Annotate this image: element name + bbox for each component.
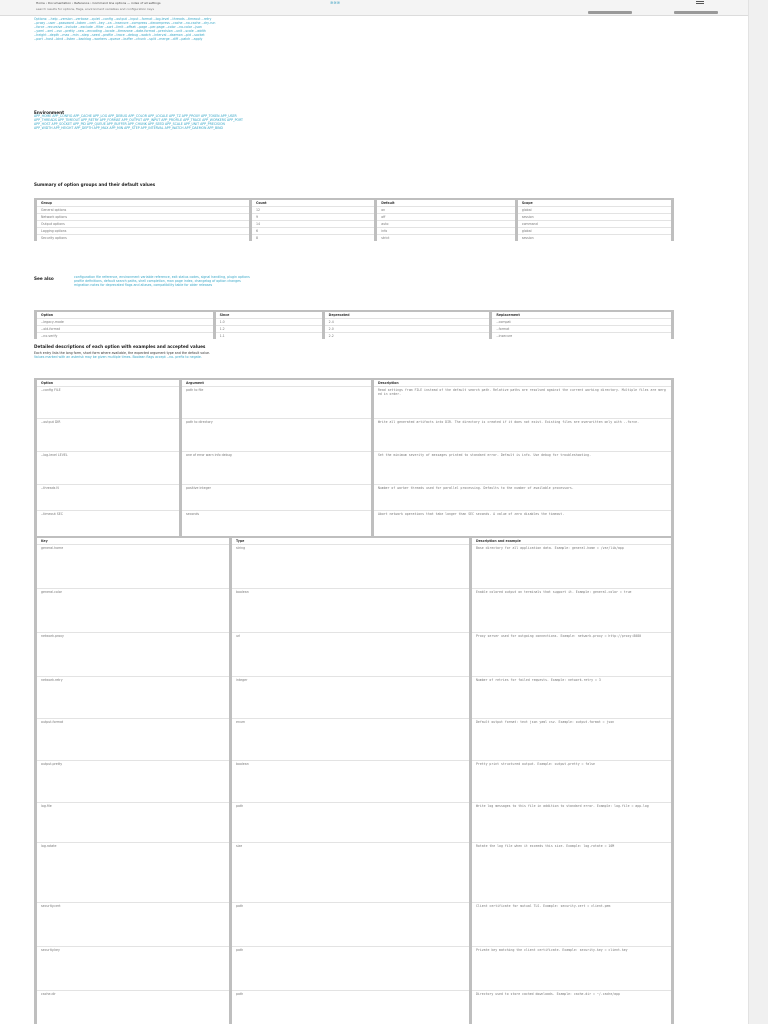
cell: --log-level LEVEL [36, 452, 181, 485]
cell: 14 [250, 221, 375, 228]
cell: off [376, 214, 517, 221]
cell: Base directory for all application data. Example: general.home = /var/lib/app [471, 545, 673, 589]
table-row [36, 677, 673, 719]
summary-header-count: Count [250, 199, 375, 207]
cell: on [376, 207, 517, 214]
table-row [36, 761, 673, 803]
table-row [36, 207, 673, 214]
options-line-5[interactable]: --height --depth --max --min --step --seed --profile --trace --debug --watch --interval --daemon --pid --socket [34, 32, 205, 37]
cell: Write all generated artifacts into DIR. The directory is created if it does not exist. Existing files are overwritten only with --force. [373, 419, 673, 452]
table-row [36, 235, 673, 242]
table-row [36, 843, 673, 903]
detail-header-description: Description [373, 379, 673, 387]
cell: cache.dir [36, 991, 231, 1024]
cell: path [231, 903, 471, 947]
table-row [36, 319, 673, 326]
top-bar [0, 0, 748, 16]
cell: boolean [231, 761, 471, 803]
cell: security.cert [36, 903, 231, 947]
env-line-3[interactable]: APP_HOST APP_SOCKET APP_PID APP_QUEUE APP_BUFFER APP_CHUNK APP_SEED APP_SCALE APP_UNIT APP_PRECISION [34, 121, 225, 126]
cell: command [516, 221, 672, 228]
compat-header-option: Option [36, 311, 215, 319]
cell: General options [36, 207, 251, 214]
cell: session [516, 214, 672, 221]
cell: --no-verify [36, 333, 215, 340]
table-row [36, 228, 673, 235]
cell: Enable colored output on terminals that support it. Example: general.color = true [471, 589, 673, 633]
cell: --old-format [36, 326, 215, 333]
cell: --compat [491, 319, 673, 326]
cell: --threads N [36, 485, 181, 511]
options-line-2[interactable]: --proxy --user --password --token --cert --key --ca --insecure --compress --decompress --cache --no-cache --dry-run [34, 20, 216, 25]
nav-pill-left[interactable] [588, 11, 632, 14]
summary-header-scope: Scope [516, 199, 672, 207]
cell: Directory used to store cached downloads. Example: cache.dir = ~/.cache/app [471, 991, 673, 1024]
cell: 2.0 [323, 326, 491, 333]
summary-table [34, 198, 674, 241]
cell: 2.2 [323, 333, 491, 340]
cell: Security options [36, 235, 251, 242]
cell: --config FILE [36, 387, 181, 419]
detail-header-argument: Argument [181, 379, 373, 387]
see-also-line-3[interactable]: migration notes for deprecated flags and aliases, compatibility table for older releases [74, 282, 213, 287]
table-row [36, 333, 673, 340]
environment-index [34, 110, 674, 131]
summary-header-default: Default [376, 199, 517, 207]
compat-header-deprecated: Deprecated [323, 311, 491, 319]
cell: Read settings from FILE instead of the default search path. Relative paths are resolved against the current working directory. Multiple files are merged in order. [373, 387, 673, 419]
cell: info [376, 228, 517, 235]
reference-header-key: Key [36, 537, 231, 545]
cell: 1.2 [214, 326, 323, 333]
cell: output.pretty [36, 761, 231, 803]
cell: seconds [181, 511, 373, 537]
detail-table [34, 378, 674, 537]
see-also-line-2[interactable]: profile definitions, default search paths, shell completion, man page index, changelog of option changes [74, 278, 241, 283]
cell: 2.4 [323, 319, 491, 326]
table-row [36, 387, 673, 419]
cell: Number of retries for failed requests. Example: network.retry = 3 [471, 677, 673, 719]
cell: 6 [250, 228, 375, 235]
hamburger-icon[interactable] [696, 1, 704, 4]
cell: one of error warn info debug [181, 452, 373, 485]
cell: network.proxy [36, 633, 231, 677]
reference-table [34, 536, 674, 1024]
summary-header-group: Group [36, 199, 251, 207]
cell: security.key [36, 947, 231, 991]
reference-header-description: Description and example [471, 537, 673, 545]
cell: path [231, 991, 471, 1024]
table-row [36, 633, 673, 677]
scrollbar[interactable] [748, 0, 768, 1024]
cell: network.retry [36, 677, 231, 719]
cell: Client certificate for mutual TLS. Example: security.cert = client.pem [471, 903, 673, 947]
notes-line-2[interactable]: Values marked with an asterisk may be given multiple times. Boolean flags accept --no- prefix to negate. [34, 354, 202, 359]
cell: log.rotate [36, 843, 231, 903]
notes-heading: Detailed descriptions of each option with examples and accepted values [34, 344, 206, 349]
table-row [36, 485, 673, 511]
site-logo[interactable]: ≋≋≋ [330, 0, 341, 5]
cell: url [231, 633, 471, 677]
cell: 1.0 [214, 319, 323, 326]
summary-heading: Summary of option groups and their default values [34, 182, 156, 187]
nav-pill-right[interactable] [674, 11, 718, 14]
cell: path [231, 947, 471, 991]
cell: global [516, 207, 672, 214]
cell: Proxy server used for outgoing connections. Example: network.proxy = http://proxy:8080 [471, 633, 673, 677]
cell: Output options [36, 221, 251, 228]
detail-header-option: Option [36, 379, 181, 387]
cell: log.file [36, 803, 231, 843]
table-row [36, 545, 673, 589]
table-row [36, 947, 673, 991]
cell: 9 [250, 214, 375, 221]
cell: 1.1 [214, 333, 323, 340]
cell: Default output format: text json yaml csv. Example: output.format = json [471, 719, 673, 761]
env-line-4[interactable]: APP_WIDTH APP_HEIGHT APP_DEPTH APP_MAX APP_MIN APP_STEP APP_INTERVAL APP_WATCH APP_DAEMON APP_BIND [34, 125, 223, 130]
table-row [36, 419, 673, 452]
cell: integer [231, 677, 471, 719]
table-row [36, 326, 673, 333]
see-also-block [34, 276, 674, 288]
cell: Rotate the log file when it exceeds this size. Example: log.rotate = 10M [471, 843, 673, 903]
options-line-1[interactable]: Options: --help --version --verbose --quiet --config --output --input --format --log-level --threads --timeout --retry [34, 17, 212, 21]
cell: 8 [250, 235, 375, 242]
reference-header-type: Type [231, 537, 471, 545]
cell: general.home [36, 545, 231, 589]
options-index [34, 18, 674, 41]
env-line-1[interactable]: APP_HOME APP_CONFIG APP_CACHE APP_LOG APP_DEBUG APP_COLOR APP_LOCALE APP_TZ APP_PROXY APP_TOKEN APP_USER [34, 114, 237, 118]
cell: Logging options [36, 228, 251, 235]
cell: boolean [231, 589, 471, 633]
cell: --output DIR [36, 419, 181, 452]
cell: path [231, 803, 471, 843]
cell: output.format [36, 719, 231, 761]
breadcrumb[interactable]: Home › Documentation › Reference › Command line options — index of all settings [36, 1, 161, 5]
environment-heading: Environment [34, 110, 65, 115]
cell: global [516, 228, 672, 235]
cell: Private key matching the client certificate. Example: security.key = client.key [471, 947, 673, 991]
cell: Set the minimum severity of messages printed to standard error. Default is info. Use debug for troubleshooting. [373, 452, 673, 485]
notes-line-1: Each entry lists the long form, short form where available, the expected argument type and the default value. [34, 351, 210, 355]
cell: positive integer [181, 485, 373, 511]
notes-block [34, 352, 674, 360]
cell: --format [491, 326, 673, 333]
compat-header-since: Since [214, 311, 323, 319]
see-also-label: See also [34, 276, 54, 281]
cell: path to file [181, 387, 373, 419]
page-subtitle: search results for options, flags, environment variables and configuration keys [36, 7, 155, 11]
compat-header-replacement: Replacement [491, 311, 673, 319]
table-row [36, 903, 673, 947]
cell: --legacy-mode [36, 319, 215, 326]
options-line-6[interactable]: --port --host --bind --listen --backlog --workers --queue --buffer --chunk --split --merge --diff --patch --apply [34, 36, 203, 41]
cell: --timeout SEC [36, 511, 181, 537]
cell: Pretty print structured output. Example: output.pretty = false [471, 761, 673, 803]
cell: 12 [250, 207, 375, 214]
cell: session [516, 235, 672, 242]
cell: Write log messages to this file in addition to standard error. Example: log.file = app.log [471, 803, 673, 843]
cell: strict [376, 235, 517, 242]
cell: general.color [36, 589, 231, 633]
cell: Network options [36, 214, 251, 221]
table-row [36, 221, 673, 228]
compat-table [34, 310, 674, 339]
cell: --insecure [491, 333, 673, 340]
cell: Abort network operations that take longer than SEC seconds. A value of zero disables the timeout. [373, 511, 673, 537]
options-line-4[interactable]: --yaml --xml --csv --pretty --raw --encoding --locale --timezone --date-format --precision --unit --scale --width [34, 28, 206, 33]
options-line-3[interactable]: --force --recursive --include --exclude --filter --sort --limit --offset --page --per-page --color --no-color --json [34, 24, 202, 29]
table-row [36, 991, 673, 1024]
cell: size [231, 843, 471, 903]
table-row [36, 803, 673, 843]
cell: string [231, 545, 471, 589]
env-line-2[interactable]: APP_THREADS APP_TIMEOUT APP_RETRY APP_FORMAT APP_OUTPUT APP_INPUT APP_PROFILE APP_TRACE APP_WORKERS APP_PORT [34, 117, 243, 122]
table-row [36, 511, 673, 537]
cell: auto [376, 221, 517, 228]
see-also-line-1[interactable]: configuration file reference, environment variable reference, exit status codes, signal handling, plugin options [74, 275, 250, 279]
table-row [36, 719, 673, 761]
table-row [36, 214, 673, 221]
table-row [36, 589, 673, 633]
cell: enum [231, 719, 471, 761]
table-row [36, 452, 673, 485]
cell: path to directory [181, 419, 373, 452]
cell: Number of worker threads used for parallel processing. Defaults to the number of available processors. [373, 485, 673, 511]
